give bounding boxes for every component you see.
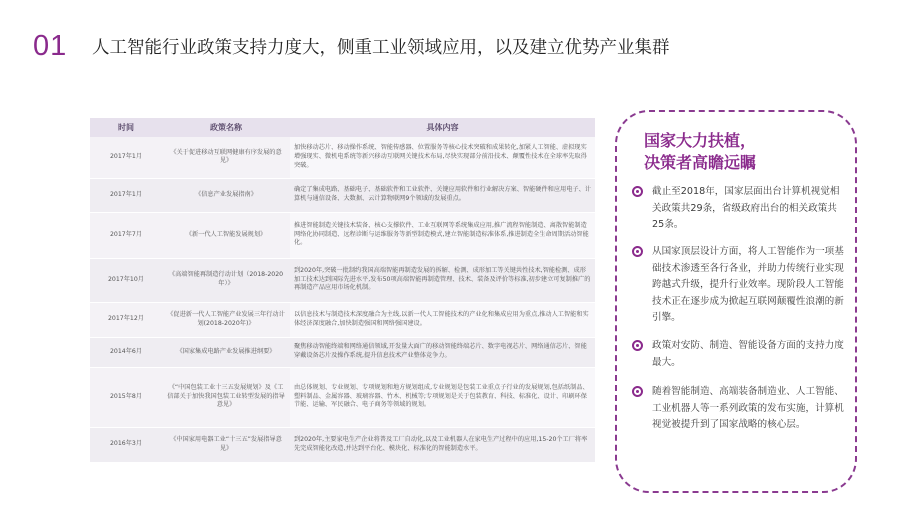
row-policy-name: 《新一代人工智能发展规划》 — [162, 212, 290, 258]
row-policy-name: 《促进新一代人工智能产业发展三年行动计划(2018-2020年)》 — [162, 302, 290, 337]
row-time: 2015年8月 — [90, 367, 162, 427]
row-time: 2017年10月 — [90, 258, 162, 302]
row-content: 推进智能制造关键技术装备、核心支撑软件、工业互联网等系统集成应用,推广流程智能制造、离散智能制造网络化协同制造、远程诊断与运维服务等新型制造模式,建立智能制造标准体系,推进制造全生命周期活动智能化。 — [290, 212, 595, 258]
card-bullet — [632, 384, 847, 434]
card-heading-line2: 决策者高瞻远瞩 — [644, 153, 757, 172]
column-header-policy-name: 政策名称 — [162, 118, 290, 137]
bullet-text: 随着智能制造、高端装备制造业、人工智能、工业机器人等一系列政策的发布实施，计算机视觉被提升到了国家战略的核心层。 — [652, 386, 844, 430]
row-content: 由总体规划、专业规划、专项规划和地方规划组成,专业规划是包装工业重点子行业的发展规划,包括纸制品、塑料制品、金属容器、玻璃容器、竹木、机械等;专项规划是关于包装教育、科技、标准化、设计、印刷环保节能、运输、军民融合、电子商务等领域的规划。 — [290, 367, 595, 427]
row-content: 确定了集成电路、基础电子、基础软件和工业软件、关键应用软件和行业解决方案、智能硬件和应用电子、计算机与通信设备、大数据、云计算物联网9个领域的发展重点。 — [290, 178, 595, 212]
row-time: 2016年3月 — [90, 427, 162, 462]
row-time: 2017年7月 — [90, 212, 162, 258]
row-content: 以信息技术与制造技术深度融合为主线,以新一代人工智能技术的产业化和集成应用为重点,推动人工智能和实体经济深度融合,加快制造强国和网络强国建设。 — [290, 302, 595, 337]
table-row — [90, 137, 595, 178]
section-number: 01 — [33, 30, 68, 62]
row-time: 2017年1月 — [90, 178, 162, 212]
row-policy-name: 《国家集成电路产业发展推进纲要》 — [162, 337, 290, 367]
row-policy-name: 《信息产业发展指南》 — [162, 178, 290, 212]
policy-table — [90, 118, 595, 463]
row-time: 2017年12月 — [90, 302, 162, 337]
column-header-time: 时间 — [90, 118, 162, 137]
table-row — [90, 302, 595, 337]
table-row — [90, 367, 595, 427]
bullet-circle-icon — [632, 386, 643, 397]
row-time: 2014年6月 — [90, 337, 162, 367]
highlight-card — [615, 110, 857, 493]
bullet-circle-icon — [632, 340, 643, 351]
page-title: 人工智能行业政策支持力度大，侧重工业领域应用，以及建立优势产业集群 — [92, 38, 670, 58]
card-bullet — [632, 244, 847, 327]
bullet-text: 政策对安防、制造、智能设备方面的支持力度最大。 — [652, 340, 844, 368]
table-header-row — [90, 118, 595, 137]
row-policy-name: 《“中国包装工业十三五发展规划》及《工信部关于加快我国包装工业转型发展的指导意见》 — [162, 367, 290, 427]
row-content: 到2020年,主要家电生产企业将普及工厂自动化,以及工业机器人在家电生产过程中的应用,15-20个工厂将率先完成智能化改造,并达到平台化、模块化、标准化的智能制造水平。 — [290, 427, 595, 462]
card-heading-line1: 国家大力扶植， — [644, 131, 757, 150]
table-row — [90, 258, 595, 302]
row-content: 到2020年,突破一批制约我国高端智能再制造发展的拆解、检测、成形加工等关键共性技术,智能检测、成形加工技术达到国际先进水平,发布50项高端智能再制造管理、技术、装备及评价等标准,初步建立可复制推广的再制造产品应用市场化机制。 — [290, 258, 595, 302]
table-row — [90, 212, 595, 258]
row-time: 2017年1月 — [90, 137, 162, 178]
card-bullet — [632, 338, 847, 371]
table-row — [90, 337, 595, 367]
table-row — [90, 427, 595, 462]
card-bullet — [632, 184, 847, 234]
bullet-text: 截止至2018年，国家层面出台计算机视觉相关政策共29条，省级政府出台的相关政策共25条。 — [652, 186, 840, 230]
bullet-circle-icon — [632, 186, 643, 197]
column-header-content: 具体内容 — [290, 118, 595, 137]
bullet-circle-icon — [632, 246, 643, 257]
row-policy-name: 《高端智能再制造行动计划（2018-2020年）》 — [162, 258, 290, 302]
row-content: 加快移动芯片、移动操作系统、智能传感器、位置服务等核心技术突破和成果转化,加紧人工智能、虚拟现实增强现实、微机电系统等新兴移动互联网关键技术布局,尽快实现部分前沿技术、颠覆性技术在全球率先取得突破。 — [290, 137, 595, 178]
row-policy-name: 《关于促进移动互联网健康有序发展的意见》 — [162, 137, 290, 178]
table-row — [90, 178, 595, 212]
row-content: 聚焦移动智能终端和网络通信领域,开发量大面广的移动智能终端芯片、数字电视芯片、网络通信芯片、智能穿戴设备芯片及操作系统,提升信息技术产业整体竞争力。 — [290, 337, 595, 367]
row-policy-name: 《中国家用电器工业“十三五”发展指导意见》 — [162, 427, 290, 462]
bullet-text: 从国家顶层设计方面，将人工智能作为一项基础技术渗透至各行各业，并助力传统行业实现跨越式升级，提升行业效率。现阶段人工智能技术正在逐步成为掀起互联网颠覆性浪潮的新引擎。 — [652, 246, 844, 323]
